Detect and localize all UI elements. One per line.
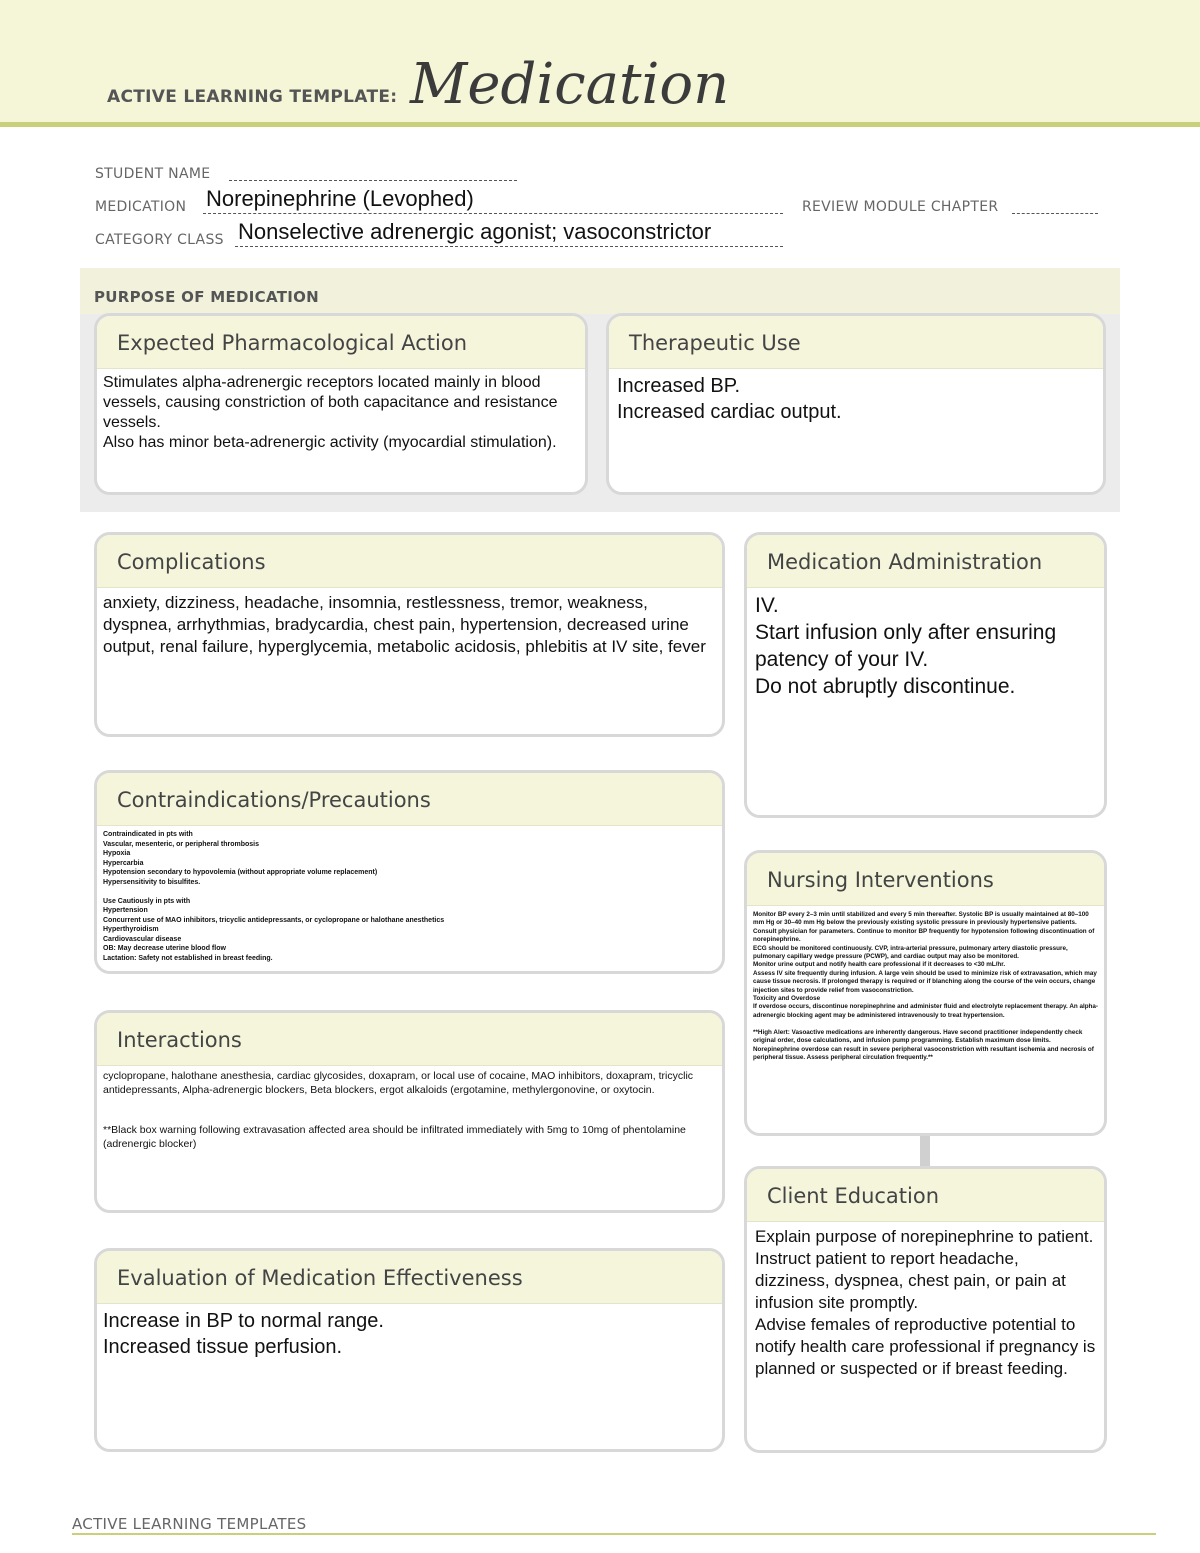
complications-title: Complications (117, 550, 266, 574)
complications-text[interactable]: anxiety, dizziness, headache, insomnia, restlessness, tremor, weakness, dyspnea, arrhythmias, bradycardia, chest pain, hypertension, decreased urine output, renal failure, hyperglycemia, metabolic acidosis, phlebitis at IV site, fever (103, 593, 706, 656)
medication-value[interactable]: Norepinephrine (Levophed) (206, 186, 474, 211)
category-field-line (235, 246, 783, 247)
interactions-title: Interactions (117, 1028, 242, 1052)
complications-box (94, 532, 725, 737)
template-title: Medication (410, 52, 730, 117)
header-rule (0, 122, 1200, 127)
contraindications-box (94, 770, 725, 974)
interactions-box (94, 1010, 725, 1213)
administration-box (744, 532, 1107, 818)
expected-action-text[interactable]: Stimulates alpha-adrenergic receptors located mainly in blood vessels, causing constriction of both capacitance and resistance vessels. Also has minor beta-adrenergic activity (myocardial stimulation). (103, 374, 558, 451)
evaluation-text[interactable]: Increase in BP to normal range. Increased tissue perfusion. (103, 1310, 384, 1358)
client-education-text[interactable]: Explain purpose of norepinephrine to patient. Instruct patient to report headache, dizziness, dyspnea, chest pain, or pain at infusion site promptly. Advise females of reproductive potential to notify health care professional if pregnancy is planned or suspected or if breast feeding. (755, 1227, 1096, 1378)
therapeutic-use-text[interactable]: Increased BP. Increased cardiac output. (617, 375, 842, 423)
expected-action-box (94, 313, 588, 495)
interactions-text[interactable]: cyclopropane, halothane anesthesia, cardiac glycosides, doxapram, or local use of cocaine, MAO inhibitors, doxapram, tricyclic antidepressants, Alpha-adrenergic blockers, Beta blockers, ergot alkaloids (ergotamine, methylergonovine, or oxytocin. **Black box warning following extravasation affected area should be infiltrated immediately with 5mg to 10mg of phentolamine (adrenergic blocker) (103, 1070, 694, 1150)
review-module-field[interactable] (1012, 213, 1098, 214)
student-name-label: STUDENT NAME (95, 166, 211, 182)
nursing-interventions-text[interactable]: Monitor BP every 2–3 min until stabilized and every 5 min thereafter. Systolic BP is usually maintained at 80–100 mm Hg or 30–40 mm Hg below the previously existing systolic pressure in previously hypertensive patients. Consult physician for parameters. Continue to monitor BP frequently for hypotension following discontinuation of norepinephrine. ECG should be monitored continuously. CVP, intra-arterial pressure, pulmonary artery diastolic pressure, pulmonary capillary wedge pressure (PCWP), and cardiac output may also be monitored. Monitor urine output and notify health care professional if it decreases to <30 mL/hr. Assess IV site frequently during infusion. A large vein should be used to minimize risk of extravasation, which may cause tissue necrosis. If prolonged therapy is required or if blanching along the course of the vein occurs, change injection sites to provide relief from vasoconstriction. Toxicity and Overdose If overdose occurs, discontinue norepinephrine and administer fluid and electrolyte replacement therapy. An alpha-adrenergic blocking agent may be administered intravenously to treat hypertension. **High Alert: Vasoactive medications are inherently dangerous. Have second practitioner independently check original order, dose calculations, and infusion pump programming. Establish maximum dose limits. Norepinephrine overdose can result in severe peripheral vasoconstriction with resultant ischemia and necrosis of peripheral tissue. Assess peripheral circulation frequently.** (753, 911, 1099, 1061)
category-label: CATEGORY CLASS (95, 232, 224, 248)
contraindications-text[interactable]: Contraindicated in pts with Vascular, mesenteric, or peripheral thrombosis Hypoxia Hypercarbia Hypotension secondary to hypovolemia (without appropriate volume replacement) Hypersensitivity to bisulfites. Use Cautiously in pts with Hypertension Concurrent use of MAO inhibitors, tricyclic antidepressants, or cyclopropane or halothane anesthetics Hyperthyroidism Cardiovascular disease OB: May decrease uterine blood flow Lactation: Safety not established in breast feeding. (103, 831, 445, 962)
student-name-field[interactable] (229, 180, 517, 181)
contraindications-title: Contraindications/Precautions (117, 788, 431, 812)
client-education-title: Client Education (767, 1184, 940, 1208)
client-education-box (744, 1166, 1107, 1453)
administration-title: Medication Administration (767, 550, 1043, 574)
footer-rule (72, 1533, 1156, 1535)
connector-bar (920, 1136, 930, 1166)
footer-text: ACTIVE LEARNING TEMPLATES (72, 1515, 307, 1533)
nursing-interventions-title: Nursing Interventions (767, 868, 994, 892)
template-brand: ACTIVE LEARNING TEMPLATE: (107, 87, 398, 107)
administration-text[interactable]: IV. Start infusion only after ensuring patency of your IV. Do not abruptly discontinue. (755, 594, 1057, 698)
evaluation-box (94, 1248, 725, 1452)
category-value[interactable]: Nonselective adrenergic agonist; vasoconstrictor (238, 219, 712, 244)
therapeutic-use-title: Therapeutic Use (629, 331, 801, 355)
expected-action-title: Expected Pharmacological Action (117, 331, 468, 355)
therapeutic-use-box (606, 313, 1106, 495)
nursing-interventions-box (744, 850, 1107, 1136)
medication-label: MEDICATION (95, 199, 187, 215)
review-module-label: REVIEW MODULE CHAPTER (802, 199, 999, 215)
medication-field-line (203, 213, 783, 214)
evaluation-title: Evaluation of Medication Effectiveness (117, 1266, 523, 1290)
purpose-title: PURPOSE OF MEDICATION (94, 288, 320, 306)
